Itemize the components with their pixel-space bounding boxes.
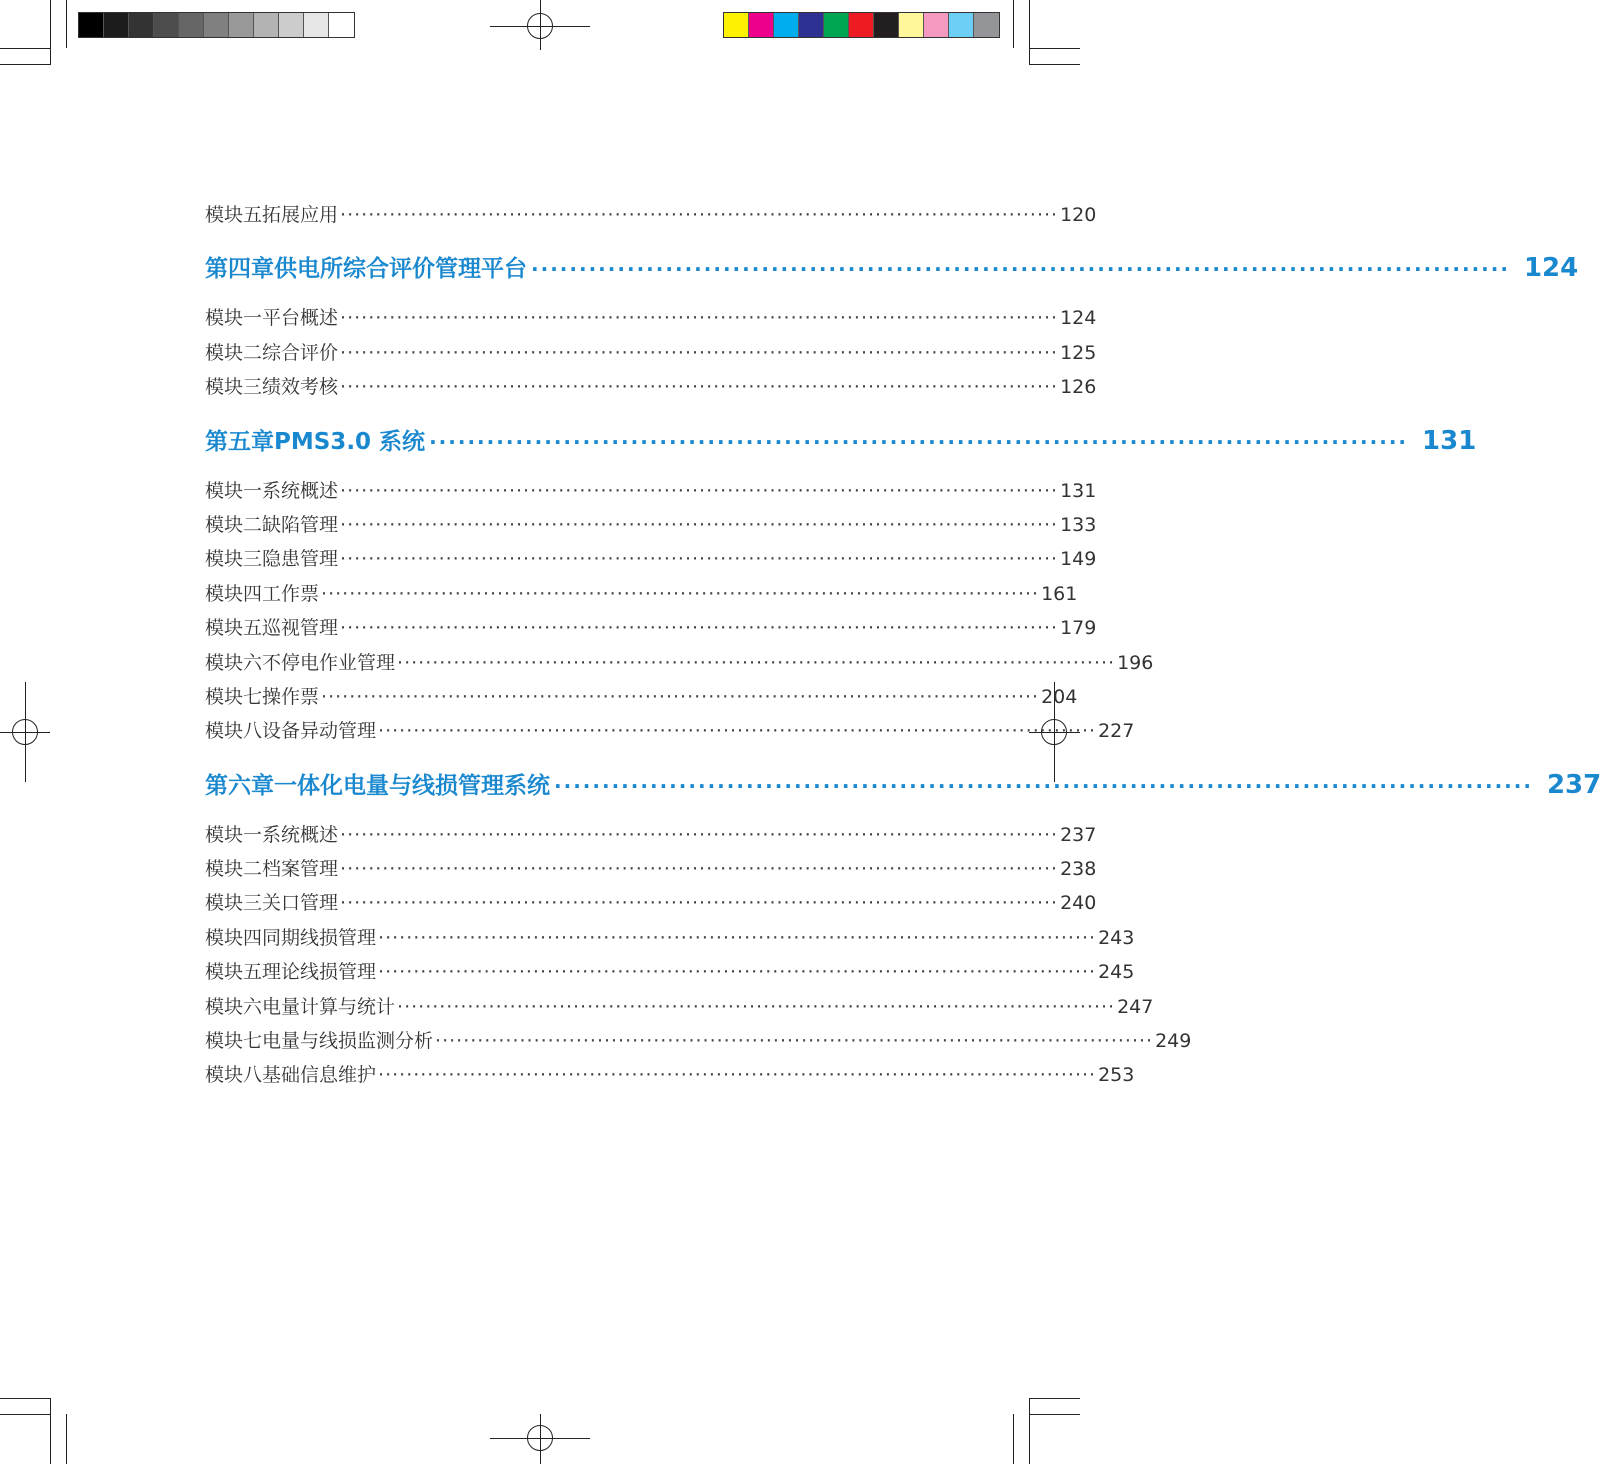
module-title: 工作票 — [262, 582, 320, 605]
color-swatch — [799, 13, 824, 37]
toc-module-row[interactable] — [205, 955, 1135, 989]
module-number: 模块七 — [205, 685, 263, 708]
dot-leader: ······································································································ — [378, 1064, 1097, 1087]
dot-leader: ······································································································ — [340, 307, 1059, 330]
dot-leader: ······································································································ — [340, 204, 1059, 226]
page-number: 196 — [1117, 651, 1154, 674]
toc-module-row[interactable] — [205, 990, 1154, 1024]
crop-mark — [50, 0, 51, 65]
module-title: 系统概述 — [262, 479, 339, 502]
color-swatch — [924, 13, 949, 37]
module-number: 模块五 — [205, 961, 263, 984]
toc-module-row[interactable] — [205, 921, 1135, 955]
toc-chapter-row[interactable] — [205, 242, 1579, 295]
page-number: 149 — [1060, 548, 1097, 571]
dot-leader: ······································································································ — [321, 582, 1040, 605]
color-swatch — [179, 13, 204, 37]
module-number: 模块一 — [205, 307, 263, 330]
dot-leader: ······································································································ — [340, 892, 1059, 915]
color-swatch — [154, 13, 179, 37]
toc-module-row[interactable] — [205, 818, 1097, 852]
dot-leader: ······································································································ — [340, 823, 1059, 846]
toc-module-row[interactable] — [205, 474, 1097, 508]
color-swatch — [874, 13, 899, 37]
dot-leader: ······································································································ — [429, 429, 1409, 454]
page-number: 237 — [1060, 823, 1097, 846]
color-swatch — [304, 13, 329, 37]
module-number: 模块六 — [205, 651, 263, 674]
toc-module-row[interactable] — [205, 508, 1097, 542]
page-number: 249 — [1155, 1030, 1192, 1053]
toc-module-row[interactable] — [205, 577, 1078, 611]
page-number: 133 — [1060, 513, 1097, 536]
module-title: 关口管理 — [262, 892, 339, 915]
page-number: 124 — [1523, 253, 1579, 284]
color-swatch — [949, 13, 974, 37]
crop-mark — [1013, 0, 1014, 48]
dot-leader: ······································································································ — [531, 257, 1510, 282]
toc-module-row[interactable] — [205, 852, 1097, 886]
dot-leader: ······································································································ — [340, 513, 1059, 536]
module-title: 档案管理 — [262, 858, 339, 881]
page-number: 204 — [1041, 685, 1078, 708]
color-swatch — [204, 13, 229, 37]
color-swatch — [824, 13, 849, 37]
page-number: 227 — [1098, 720, 1135, 743]
module-number: 模块一 — [205, 823, 263, 846]
dot-leader: ······································································································ — [340, 341, 1059, 364]
module-title: 隐患管理 — [262, 548, 339, 571]
module-title: 基础信息维护 — [262, 1064, 377, 1087]
toc-module-row[interactable] — [205, 714, 1135, 748]
module-title: 不停电作业管理 — [262, 651, 396, 674]
module-title: 同期线损管理 — [262, 926, 377, 949]
toc-chapter-row[interactable] — [205, 759, 1601, 812]
color-swatch — [279, 13, 304, 37]
page-number: 247 — [1117, 995, 1154, 1018]
page-number: 126 — [1060, 376, 1097, 399]
crop-mark — [1029, 1398, 1030, 1464]
chapter-number: 第六章 — [205, 772, 274, 799]
color-swatch — [724, 13, 749, 37]
toc-module-row[interactable] — [205, 370, 1097, 404]
chapter-title: 供电所综合评价管理平台 — [274, 256, 527, 283]
dot-leader: ······································································································ — [397, 651, 1116, 674]
color-swatch — [974, 13, 999, 37]
dot-leader: ······································································································ — [340, 617, 1059, 640]
crop-mark — [1029, 1398, 1080, 1399]
crop-mark — [1029, 1414, 1080, 1415]
page-number: 238 — [1060, 858, 1097, 881]
module-title: 电量计算与统计 — [262, 995, 396, 1018]
dot-leader: ······································································································ — [435, 1030, 1154, 1053]
module-number: 模块四 — [205, 582, 263, 605]
page-number: 131 — [1422, 425, 1477, 456]
module-number: 模块八 — [205, 720, 263, 743]
module-number: 模块五 — [205, 204, 263, 226]
module-title: 设备异动管理 — [262, 720, 377, 743]
module-number: 模块一 — [205, 479, 263, 502]
crop-mark — [66, 1414, 67, 1464]
page-number: 124 — [1060, 307, 1097, 330]
process-color-bar — [723, 12, 1000, 38]
page-number: 237 — [1546, 769, 1601, 800]
color-swatch — [79, 13, 104, 37]
module-title: 平台概述 — [262, 307, 339, 330]
color-swatch — [329, 13, 354, 37]
module-number: 模块八 — [205, 1064, 263, 1087]
crop-mark — [0, 1398, 50, 1399]
toc-module-row[interactable] — [205, 886, 1097, 920]
crop-mark — [66, 0, 67, 48]
crop-mark — [1029, 48, 1080, 49]
color-swatch — [899, 13, 924, 37]
module-number: 模块三 — [205, 548, 263, 571]
dot-leader: ······································································································ — [340, 479, 1059, 502]
crop-mark — [0, 64, 50, 65]
module-number: 模块六 — [205, 995, 263, 1018]
page-number: 125 — [1060, 341, 1097, 364]
page-number: 245 — [1098, 961, 1135, 984]
color-swatch — [104, 13, 129, 37]
dot-leader: ······································································································ — [321, 685, 1040, 708]
module-number: 模块二 — [205, 858, 263, 881]
page-number: 131 — [1060, 479, 1097, 502]
color-swatch — [229, 13, 254, 37]
module-number: 模块二 — [205, 341, 263, 364]
dot-leader: ······································································································ — [340, 858, 1059, 881]
dot-leader: ······································································································ — [378, 926, 1097, 949]
color-swatch — [774, 13, 799, 37]
dot-leader: ······································································································ — [554, 773, 1533, 798]
chapter-title: 一体化电量与线损管理系统 — [274, 772, 550, 799]
module-number: 模块二 — [205, 513, 263, 536]
toc-module-row[interactable] — [205, 336, 1097, 370]
module-number: 模块三 — [205, 376, 263, 399]
dot-leader: ······································································································ — [340, 548, 1059, 571]
toc-module-row[interactable] — [205, 646, 1154, 680]
toc-module-row[interactable] — [205, 198, 1097, 232]
page-number: 243 — [1098, 926, 1135, 949]
module-number: 模块七 — [205, 1030, 263, 1053]
color-swatch — [129, 13, 154, 37]
page-number: 120 — [1060, 204, 1097, 226]
crop-mark — [0, 1414, 50, 1415]
chapter-number: 第五章 — [205, 428, 274, 455]
chapter-number: 第四章 — [205, 256, 274, 283]
module-title: 电量与线损监测分析 — [262, 1030, 434, 1053]
crop-mark — [50, 1398, 51, 1464]
toc-module-row[interactable] — [205, 1024, 1192, 1058]
dot-leader: ······································································································ — [378, 720, 1097, 743]
crop-mark — [0, 48, 50, 49]
module-title: 系统概述 — [262, 823, 339, 846]
module-title: 缺陷管理 — [262, 513, 339, 536]
toc-module-row[interactable] — [205, 680, 1078, 714]
page-number: 253 — [1098, 1064, 1135, 1087]
color-swatch — [749, 13, 774, 37]
crop-mark — [1029, 0, 1030, 65]
table-of-contents — [205, 198, 1601, 1093]
crop-mark — [1013, 1414, 1014, 1464]
module-title: 巡视管理 — [262, 617, 339, 640]
toc-chapter-row[interactable] — [205, 415, 1477, 468]
module-title: 理论线损管理 — [262, 961, 377, 984]
module-title: 操作票 — [262, 685, 320, 708]
module-number: 模块五 — [205, 617, 263, 640]
page-number: 161 — [1041, 582, 1078, 605]
module-title: 绩效考核 — [262, 376, 339, 399]
page-number: 240 — [1060, 892, 1097, 915]
dot-leader: ······································································································ — [378, 961, 1097, 984]
module-title: 拓展应用 — [262, 204, 339, 226]
crop-mark — [1029, 64, 1080, 65]
dot-leader: ······································································································ — [340, 376, 1059, 399]
chapter-title: PMS3.0 系统 — [274, 428, 426, 455]
color-swatch — [254, 13, 279, 37]
module-number: 模块四 — [205, 926, 263, 949]
page-number: 179 — [1060, 617, 1097, 640]
grayscale-color-bar — [78, 12, 355, 38]
toc-module-row[interactable] — [205, 542, 1097, 576]
toc-module-row[interactable] — [205, 1058, 1135, 1092]
toc-module-row[interactable] — [205, 301, 1097, 335]
module-title: 综合评价 — [262, 341, 339, 364]
module-number: 模块三 — [205, 892, 263, 915]
dot-leader: ······································································································ — [397, 995, 1116, 1018]
toc-module-row[interactable] — [205, 611, 1097, 645]
color-swatch — [849, 13, 874, 37]
